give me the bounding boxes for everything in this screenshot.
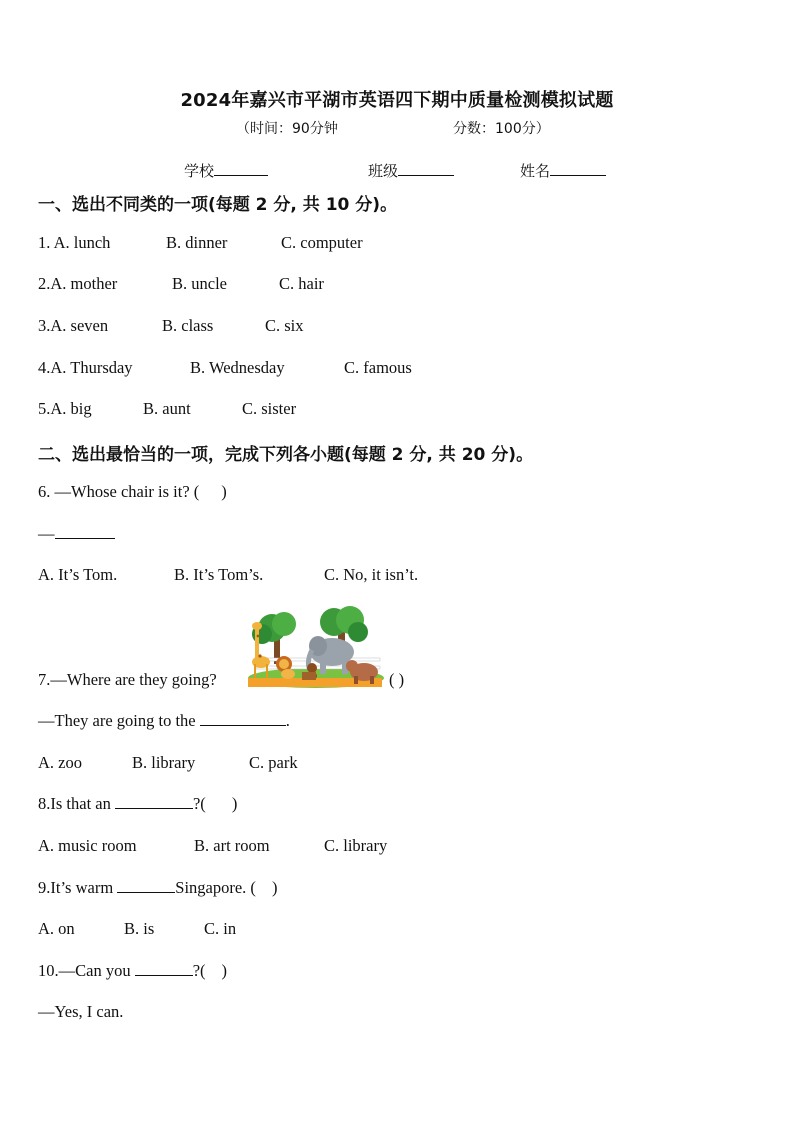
q2-option-c: C. hair xyxy=(279,274,324,293)
q6-option-b: B. It’s Tom’s. xyxy=(174,565,264,584)
q7-option-a: A. zoo xyxy=(38,753,82,772)
q9-stem xyxy=(38,878,277,898)
q3-option-c: C. six xyxy=(265,316,304,335)
q9-option-a: A. on xyxy=(38,919,75,938)
q9-blank[interactable] xyxy=(117,878,175,893)
school-blank[interactable] xyxy=(214,161,268,176)
q6-answer-line xyxy=(38,524,115,544)
q5-option-c: C. sister xyxy=(242,399,297,418)
q3-option-b: B. class xyxy=(162,316,214,335)
q4-option-c: C. famous xyxy=(344,358,412,377)
q8-stem-text: 8.Is that an xyxy=(38,794,111,813)
q10-stem xyxy=(38,961,227,981)
q5-option-a: 5.A. big xyxy=(38,399,92,418)
q9-option-c: C. in xyxy=(204,919,237,938)
exam-time: （时间：90分钟 xyxy=(236,121,338,137)
page-title: 2024年嘉兴市平湖市英语四下期中质量检测模拟试题 xyxy=(180,90,614,111)
q7-answer-blank[interactable] xyxy=(200,711,286,726)
q6-stem-text: 6. —Whose chair is it? ( xyxy=(38,482,200,501)
q6-answer-dash: — xyxy=(38,524,55,543)
exam-score: 分数：100分） xyxy=(453,121,550,137)
q8-stem-post: ?( xyxy=(192,794,206,813)
q4-option-b: B. Wednesday xyxy=(190,358,285,377)
zoo-animals-image xyxy=(246,606,384,690)
q6-answer-blank[interactable] xyxy=(55,524,115,539)
q3-option-a: 3.A. seven xyxy=(38,316,109,335)
q6-stem xyxy=(38,482,227,502)
name-field xyxy=(520,160,606,181)
q10-stem-text: 10.—Can you xyxy=(38,961,131,980)
q8-blank[interactable] xyxy=(115,794,193,809)
section1-heading: 一、选出不同类的一项(每题 2 分, 共 10 分)。 xyxy=(38,195,398,215)
class-label: 班级 xyxy=(368,162,399,180)
q8-paren-close: ) xyxy=(231,794,238,813)
q6-option-c: C. No, it isn’t. xyxy=(324,565,419,584)
q7-stem: 7.—Where are they going? xyxy=(38,670,217,689)
q8-option-c: C. library xyxy=(324,836,388,855)
name-blank[interactable] xyxy=(550,161,606,176)
q7-answer-period: . xyxy=(285,711,290,730)
q10-paren-close: ) xyxy=(221,961,228,980)
school-field xyxy=(184,160,268,181)
school-label: 学校 xyxy=(184,162,215,180)
q5-option-b: B. aunt xyxy=(143,399,191,418)
q4-option-a: 4.A. Thursday xyxy=(38,358,133,377)
q8-option-b: B. art room xyxy=(194,836,270,855)
q6-option-a: A. It’s Tom. xyxy=(38,565,118,584)
q7-answer-line xyxy=(38,711,290,731)
q1-option-b: B. dinner xyxy=(166,233,228,252)
q9-stem-text: 9.It’s warm xyxy=(38,878,114,897)
q7-answer-text: —They are going to the xyxy=(38,711,196,730)
q7-option-b: B. library xyxy=(132,753,196,772)
class-blank[interactable] xyxy=(398,161,454,176)
q9-paren-close: ) xyxy=(271,878,278,897)
q8-option-a: A. music room xyxy=(38,836,137,855)
class-field xyxy=(368,160,454,181)
q1-option-a: 1. A. lunch xyxy=(38,233,111,252)
q2-option-a: 2.A. mother xyxy=(38,274,118,293)
q8-stem xyxy=(38,794,237,814)
q6-paren-close: ) xyxy=(221,482,227,501)
q2-option-b: B. uncle xyxy=(172,274,227,293)
q1-option-c: C. computer xyxy=(281,233,363,252)
q10-blank[interactable] xyxy=(135,961,193,976)
section2-heading: 二、选出最恰当的一项，完成下列各小题(每题 2 分, 共 20 分)。 xyxy=(38,445,534,465)
q7-paren: ( ) xyxy=(389,670,405,689)
q7-option-c: C. park xyxy=(249,753,298,772)
name-label: 姓名 xyxy=(520,162,551,180)
q9-stem-post: Singapore. ( xyxy=(175,878,256,897)
q9-option-b: B. is xyxy=(124,919,155,938)
q10-stem-post: ?( xyxy=(192,961,206,980)
q10-answer: —Yes, I can. xyxy=(38,1002,124,1021)
